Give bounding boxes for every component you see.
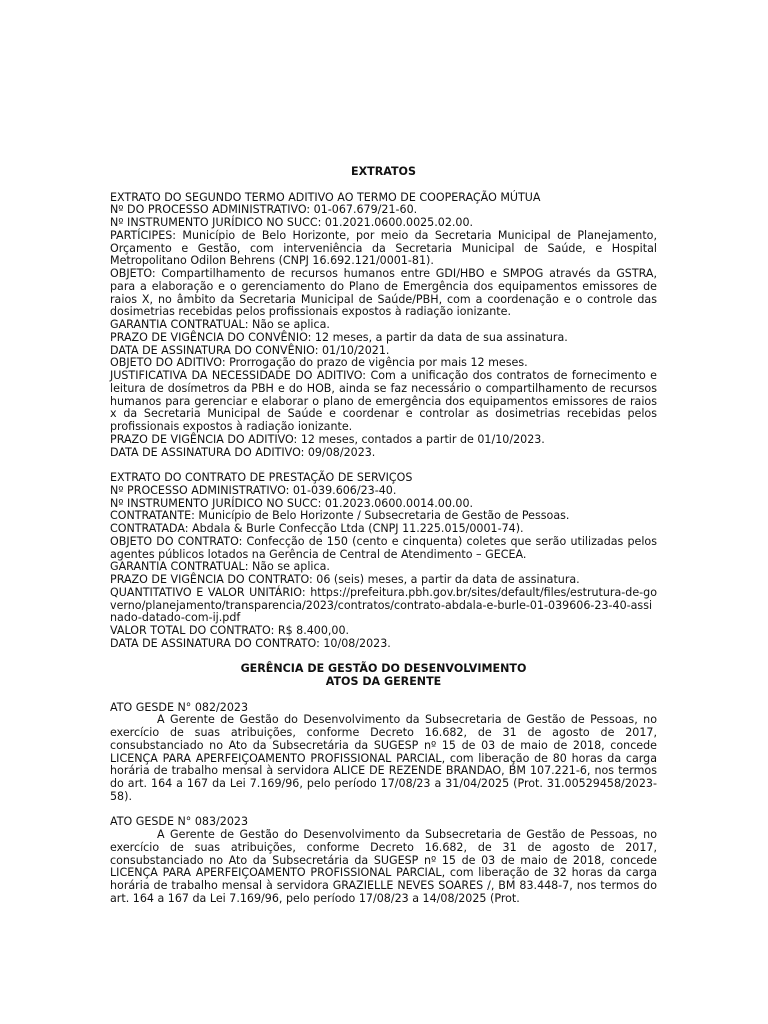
extrato1-data-aditivo: DATA DE ASSINATURA DO ADITIVO: 09/08/2023. bbox=[110, 445, 376, 459]
ato-number: ATO GESDE N° 082/2023 bbox=[110, 700, 249, 714]
extrato2-processo: Nº PROCESSO ADMINISTRATIVO: 01-039.606/23-40. bbox=[110, 483, 397, 497]
extrato2-contratada: CONTRATADA: Abdala & Burle Confecção Ltda (CNPJ 11.225.015/0001-74). bbox=[110, 522, 524, 535]
extrato1-instrumento: Nº INSTRUMENTO JURÍDICO NO SUCC: 01.2021.0600.0025.02.00. bbox=[110, 216, 474, 229]
ato-text: A Gerente de Gestão do Desenvolvimento da Subsecretaria de Gestão de Pessoas, no exercício de suas atribuições, conforme Decreto 16.682, de 31 de agosto de 2017, consubstanciado no Ato da Subsecretária da SUGESP nº 15 de 03 de maio de 2018, concede LICENÇA PARA APERFEIÇOAMENTO PROFISSIONAL PARCIAL, com liberação de 32 horas da carga horária de trabalho mensal à servidora GRAZIELLE NEVES SOARES /, BM 83.448-7, nos termos do art. 164 a 167 da Lei 7.169/96, pelo período 17/08/23 a 14/08/2025 (Prot. bbox=[110, 828, 657, 905]
ato-083 bbox=[110, 816, 657, 905]
atos-title: ATOS DA GERENTE bbox=[325, 675, 442, 688]
document-page bbox=[110, 166, 657, 906]
extrato2-contratante: CONTRATANTE: Município de Belo Horizonte / Subsecretaria de Gestão de Pessoas. bbox=[110, 509, 570, 523]
extrato1-objeto: OBJETO: Compartilhamento de recursos humanos entre GDI/HBO e SMPOG através da GSTRA, para a elaboração e o gerenciamento do Plano de Emergência dos equipamentos emissores de raios X, no âmbito da Secretaria Municipal de Saúde/PBH, com a coordenação e o controle das dosimetrias recebidas pelos profissionais expostos à radiação ionizante. bbox=[110, 267, 657, 319]
extrato2-valor-total: VALOR TOTAL DO CONTRATO: R$ 8.400,00. bbox=[110, 624, 350, 637]
extrato2-prazo: PRAZO DE VIGÊNCIA DO CONTRATO: 06 (seis) meses, a partir da data de assinatura. bbox=[110, 573, 580, 586]
extrato2-objeto: OBJETO DO CONTRATO: Confecção de 150 (cento e cinquenta) coletes que serão utilizadas pelos agentes públicos lotados na Gerência de Central de Atendimento – GECEA. bbox=[110, 534, 657, 561]
extrato1-processo: Nº DO PROCESSO ADMINISTRATIVO: 01-067.679/21-60. bbox=[110, 203, 418, 217]
spacer bbox=[110, 689, 657, 702]
extrato2-instrumento: Nº INSTRUMENTO JURÍDICO NO SUCC: 01.2023.0600.0014.00.00. bbox=[110, 496, 474, 510]
extrato1-objeto-aditivo: OBJETO DO ADITIVO: Prorrogação do prazo de vigência por mais 12 meses. bbox=[110, 356, 528, 370]
extrato1-garantia: GARANTIA CONTRATUAL: Não se aplica. bbox=[110, 318, 330, 331]
ato-text: A Gerente de Gestão do Desenvolvimento da Subsecretaria de Gestão de Pessoas, no exercício de suas atribuições, conforme Decreto 16.682, de 31 de agosto de 2017, consubstanciado no Ato da Subsecretária da SUGESP nº 15 de 03 de maio de 2018, concede LICENÇA PARA APERFEIÇOAMENTO PROFISSIONAL PARCIAL, com liberação de 80 horas da carga horária de trabalho mensal à servidora ALICE DE REZENDE BRANDAO, BM 107.221-6, nos termos do art. 164 a 167 da Lei 7.169/96, pelo período 17/08/23 a 31/04/2025 (Prot. 31.00529458/2023-58). bbox=[110, 713, 657, 803]
gerencia-title: GERÊNCIA DE GESTÃO DO DESENVOLVIMENTO bbox=[240, 662, 527, 676]
ato-082 bbox=[110, 702, 657, 804]
extrato1-justificativa: JUSTIFICATIVA DA NECESSIDADE DO ADITIVO: Com a unificação dos contratos de fornecimento e leitura de dosímetros da PBH e do HOB, ainda se faz necessário o compartilhamento de recursos humanos para gerenciar e elaborar o plano de emergência dos equipamentos emissores de raios x da Secretaria Municipal de Saúde e coordenar e controlar as dosimetrias recebidas pelos profissionais expostos à radiação ionizante. bbox=[110, 369, 657, 433]
extrato2-heading: EXTRATO DO CONTRATO DE PRESTAÇÃO DE SERVIÇOS bbox=[110, 471, 413, 484]
spacer bbox=[110, 179, 657, 192]
extrato2-quantitativo: QUANTITATIVO E VALOR UNITÁRIO: https://prefeitura.pbh.gov.br/sites/default/files/estrutura-de-governo/planejamento/transparencia/2023/contratos/contrato-abdala-e-burle-01-039606-23-40-assinado-datado-com-ij.pdf bbox=[110, 585, 657, 625]
extrato2-garantia: GARANTIA CONTRATUAL: Não se aplica. bbox=[110, 560, 330, 574]
extrato1-participes: PARTÍCIPES: Município de Belo Horizonte, por meio da Secretaria Municipal de Planejamento, Orçamento e Gestão, com interveniência da Secretaria Municipal de Saúde, e Hospital Metropolitano Odilon Behrens (CNPJ 16.692.121/0001-81). bbox=[110, 228, 657, 268]
extrato-termo-aditivo bbox=[110, 192, 657, 460]
extrato1-prazo-convenio: PRAZO DE VIGÊNCIA DO CONVÊNIO: 12 meses, a partir da data de sua assinatura. bbox=[110, 330, 568, 344]
page-title: EXTRATOS bbox=[351, 165, 416, 178]
extrato-contrato-servicos bbox=[110, 472, 657, 651]
extrato1-heading: EXTRATO DO SEGUNDO TERMO ADITIVO AO TERMO DE COOPERAÇÃO MÚTUA bbox=[110, 190, 541, 204]
ato-number: ATO GESDE N° 083/2023 bbox=[110, 815, 249, 829]
extrato1-prazo-aditivo: PRAZO DE VIGÊNCIA DO ADITIVO: 12 meses, contados a partir de 01/10/2023. bbox=[110, 432, 545, 446]
extrato2-data: DATA DE ASSINATURA DO CONTRATO: 10/08/2023. bbox=[110, 636, 391, 650]
extrato1-data-convenio: DATA DE ASSINATURA DO CONVÊNIO: 01/10/2021. bbox=[110, 343, 390, 357]
